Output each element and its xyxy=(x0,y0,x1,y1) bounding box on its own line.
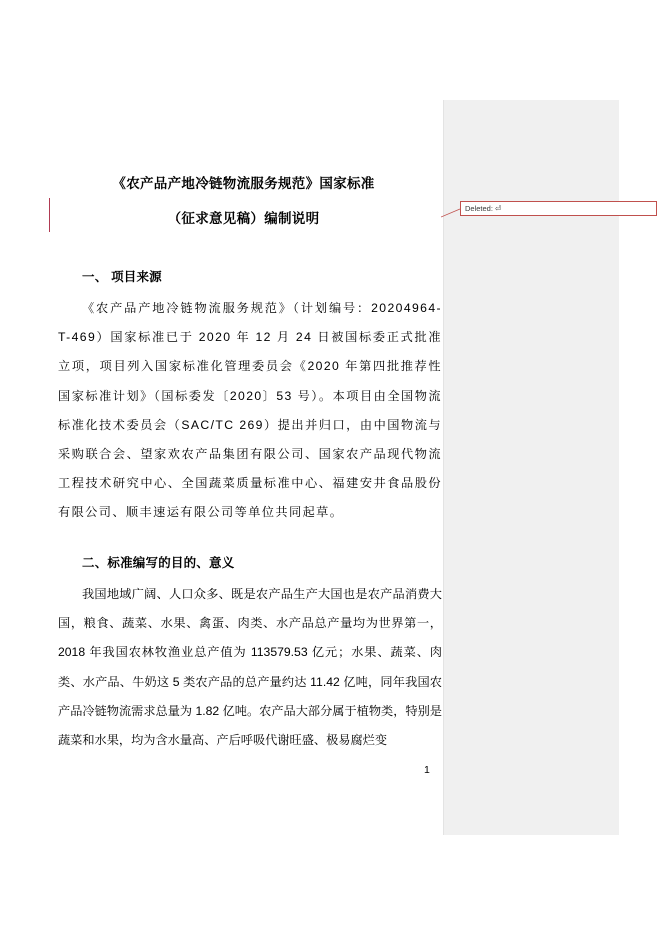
deleted-revision-balloon[interactable]: Deleted: ⏎ xyxy=(460,201,657,216)
section-1-paragraph-text: 《农产品产地冷链物流服务规范》（计划编号：20204964-T-469）国家标准已于 2020 年 12 月 24 日被国标委正式批准立项，项目列入国家标准化管理委员会《2020 年第四批推荐性国家标准计划》（国标委发〔2020〕53 号）。本项目由全国物流标准化技术委员会（SAC/TC 269）提出并归口，由中国物流与采购联合会、望家欢农产品集团有限公司、国家农产品现代物流工程技术研究中心、全国蔬菜质量标准中心、福建安井食品股份有限公司、顺丰速运有限公司等单位共同起草。 xyxy=(58,301,442,520)
section-2-heading: 二、标准编写的目的、意义 xyxy=(82,556,235,570)
section-1-heading: 一、 项目来源 xyxy=(82,270,162,284)
section-2-paragraph: 我国地域广阔、人口众多、既是农产品生产大国也是农产品消费大国，粮食、蔬菜、水果、禽蛋、肉类、水产品总产量均为世界第一，2018 年我国农林牧渔业总产值为 113579.53 亿元；水果、蔬菜、肉类、水产品、牛奶这 5 类农产品的总产量约达 11.42 亿吨，同年我国农产品冷链物流需求总量为 1.82 亿吨。农产品大部分属于植物类，特别是蔬菜和水果，均为含水量高、产后呼吸代谢旺盛、极易腐烂变 xyxy=(58,587,442,748)
page-number: 1 xyxy=(424,764,430,776)
document-title-line-1: 《农产品产地冷链物流服务规范》国家标准 xyxy=(112,176,375,191)
document-title-line-2: （征求意见稿）编制说明 xyxy=(167,211,320,226)
balloon-leader-line xyxy=(441,208,461,218)
section-1-paragraph xyxy=(58,294,442,528)
